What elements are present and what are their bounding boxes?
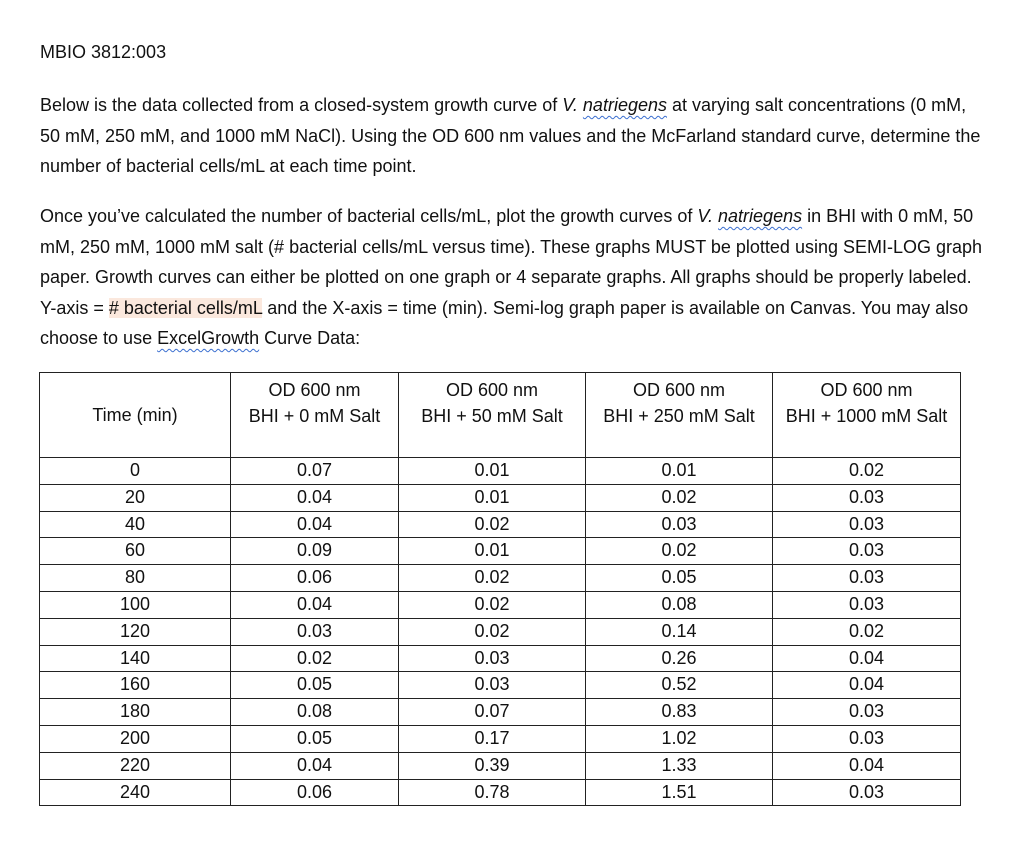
od-1000mm-cell: 0.03 xyxy=(773,725,961,752)
table-row xyxy=(40,484,961,511)
table-row xyxy=(40,591,961,618)
time-cell: 220 xyxy=(40,752,231,779)
od-50mm-cell: 0.02 xyxy=(399,591,586,618)
od-1000mm-cell: 0.03 xyxy=(773,565,961,592)
od-50mm-cell: 0.02 xyxy=(399,565,586,592)
column-header-line1: OD 600 nm xyxy=(445,380,539,400)
highlighted-text: # bacterial cells/mL xyxy=(108,297,263,318)
table-row xyxy=(40,779,961,806)
table-row xyxy=(40,565,961,592)
intro-text-1: Below is the data collected from a closed-system growth curve of xyxy=(40,95,563,115)
od-0mm-cell: 0.04 xyxy=(231,511,399,538)
species-name: natriegens xyxy=(718,206,803,226)
column-header-time xyxy=(40,373,231,458)
table-row xyxy=(40,458,961,485)
column-header-250mm xyxy=(586,373,773,458)
column-header-line1: OD 600 nm xyxy=(632,380,726,400)
od-250mm-cell: 0.02 xyxy=(586,484,773,511)
od-1000mm-cell: 0.03 xyxy=(773,591,961,618)
od-50mm-cell: 0.01 xyxy=(399,538,586,565)
excel-growth-word: ExcelGrowth xyxy=(157,328,260,348)
column-header-50mm xyxy=(399,373,586,458)
od-1000mm-cell: 0.03 xyxy=(773,538,961,565)
time-cell: 80 xyxy=(40,565,231,592)
od-1000mm-cell: 0.02 xyxy=(773,618,961,645)
time-cell: 20 xyxy=(40,484,231,511)
time-cell: 200 xyxy=(40,725,231,752)
table-row xyxy=(40,511,961,538)
od-0mm-cell: 0.07 xyxy=(231,458,399,485)
growth-data-table xyxy=(39,372,961,806)
od-250mm-cell: 0.01 xyxy=(586,458,773,485)
od-1000mm-cell: 0.03 xyxy=(773,699,961,726)
time-cell: 140 xyxy=(40,645,231,672)
od-250mm-cell: 0.52 xyxy=(586,672,773,699)
od-1000mm-cell: 0.04 xyxy=(773,752,961,779)
time-cell: 60 xyxy=(40,538,231,565)
od-250mm-cell: 0.08 xyxy=(586,591,773,618)
table-header-row xyxy=(40,373,961,458)
od-250mm-cell: 1.33 xyxy=(586,752,773,779)
column-header-line2: BHI + 1000 mM Salt xyxy=(785,406,948,426)
od-50mm-cell: 0.39 xyxy=(399,752,586,779)
table-row xyxy=(40,725,961,752)
table-row xyxy=(40,645,961,672)
column-header-line2: BHI + 50 mM Salt xyxy=(421,406,563,426)
od-250mm-cell: 0.26 xyxy=(586,645,773,672)
instructions-text-3: and the X-axis = time (min). Semi-log graph paper is available on Canvas. You may also choose to use xyxy=(40,297,969,348)
od-1000mm-cell: 0.04 xyxy=(773,645,961,672)
table-row xyxy=(40,538,961,565)
instructions-paragraph xyxy=(40,201,990,354)
table-row xyxy=(40,699,961,726)
od-0mm-cell: 0.06 xyxy=(231,565,399,592)
time-cell: 240 xyxy=(40,779,231,806)
time-cell: 40 xyxy=(40,511,231,538)
column-header-line1: Time (min) xyxy=(92,405,178,425)
time-cell: 120 xyxy=(40,618,231,645)
od-1000mm-cell: 0.03 xyxy=(773,779,961,806)
time-cell: 160 xyxy=(40,672,231,699)
od-250mm-cell: 0.83 xyxy=(586,699,773,726)
od-0mm-cell: 0.04 xyxy=(231,591,399,618)
intro-text-2: at varying salt concentrations (0 mM, 50 mM, 250 mM, and 1000 mM NaCl). Using the OD 600 nm values and the McFarland standard curve, determine the number of bacterial cells/mL at each time point. xyxy=(40,95,981,176)
species-name: natriegens xyxy=(582,95,667,115)
od-1000mm-cell: 0.03 xyxy=(773,511,961,538)
column-header-0mm xyxy=(231,373,399,458)
time-cell: 100 xyxy=(40,591,231,618)
time-cell: 0 xyxy=(40,458,231,485)
table-row xyxy=(40,618,961,645)
od-50mm-cell: 0.78 xyxy=(399,779,586,806)
column-header-1000mm xyxy=(773,373,961,458)
table-row xyxy=(40,752,961,779)
intro-paragraph xyxy=(40,90,990,182)
od-0mm-cell: 0.05 xyxy=(231,672,399,699)
od-50mm-cell: 0.07 xyxy=(399,699,586,726)
column-header-line2: BHI + 0 mM Salt xyxy=(248,406,381,426)
od-0mm-cell: 0.09 xyxy=(231,538,399,565)
instructions-text-2: in BHI with 0 mM, 50 mM, 250 mM, 1000 mM salt (# bacterial cells/mL versus time). These graphs MUST be plotted using SEMI-LOG graph paper. Growth curves can either be plotted on one graph or 4 separate graphs. All graphs should be properly labeled. Y-axis = xyxy=(40,206,983,318)
od-250mm-cell: 0.05 xyxy=(586,565,773,592)
species-genus: V. xyxy=(697,206,714,226)
table-row xyxy=(40,672,961,699)
od-1000mm-cell: 0.04 xyxy=(773,672,961,699)
column-header-line1: OD 600 nm xyxy=(820,380,913,400)
od-0mm-cell: 0.04 xyxy=(231,752,399,779)
od-250mm-cell: 0.02 xyxy=(586,538,773,565)
od-0mm-cell: 0.05 xyxy=(231,725,399,752)
column-header-line1: OD 600 nm xyxy=(268,380,361,400)
instructions-text-1: Once you’ve calculated the number of bacterial cells/mL, plot the growth curves of xyxy=(40,206,698,226)
od-250mm-cell: 1.02 xyxy=(586,725,773,752)
time-cell: 180 xyxy=(40,699,231,726)
od-1000mm-cell: 0.02 xyxy=(773,458,961,485)
od-250mm-cell: 1.51 xyxy=(586,779,773,806)
course-title: MBIO 3812:003 xyxy=(40,42,167,62)
od-50mm-cell: 0.01 xyxy=(399,458,586,485)
od-0mm-cell: 0.03 xyxy=(231,618,399,645)
od-50mm-cell: 0.03 xyxy=(399,645,586,672)
od-50mm-cell: 0.02 xyxy=(399,618,586,645)
od-50mm-cell: 0.03 xyxy=(399,672,586,699)
od-50mm-cell: 0.17 xyxy=(399,725,586,752)
od-250mm-cell: 0.03 xyxy=(586,511,773,538)
od-0mm-cell: 0.02 xyxy=(231,645,399,672)
od-50mm-cell: 0.02 xyxy=(399,511,586,538)
od-50mm-cell: 0.01 xyxy=(399,484,586,511)
od-1000mm-cell: 0.03 xyxy=(773,484,961,511)
od-250mm-cell: 0.14 xyxy=(586,618,773,645)
od-0mm-cell: 0.04 xyxy=(231,484,399,511)
column-header-line2: BHI + 250 mM Salt xyxy=(603,406,755,426)
species-genus: V. xyxy=(562,95,578,115)
table-body xyxy=(40,458,961,806)
od-0mm-cell: 0.08 xyxy=(231,699,399,726)
instructions-text-4: Curve Data: xyxy=(259,328,361,348)
od-0mm-cell: 0.06 xyxy=(231,779,399,806)
